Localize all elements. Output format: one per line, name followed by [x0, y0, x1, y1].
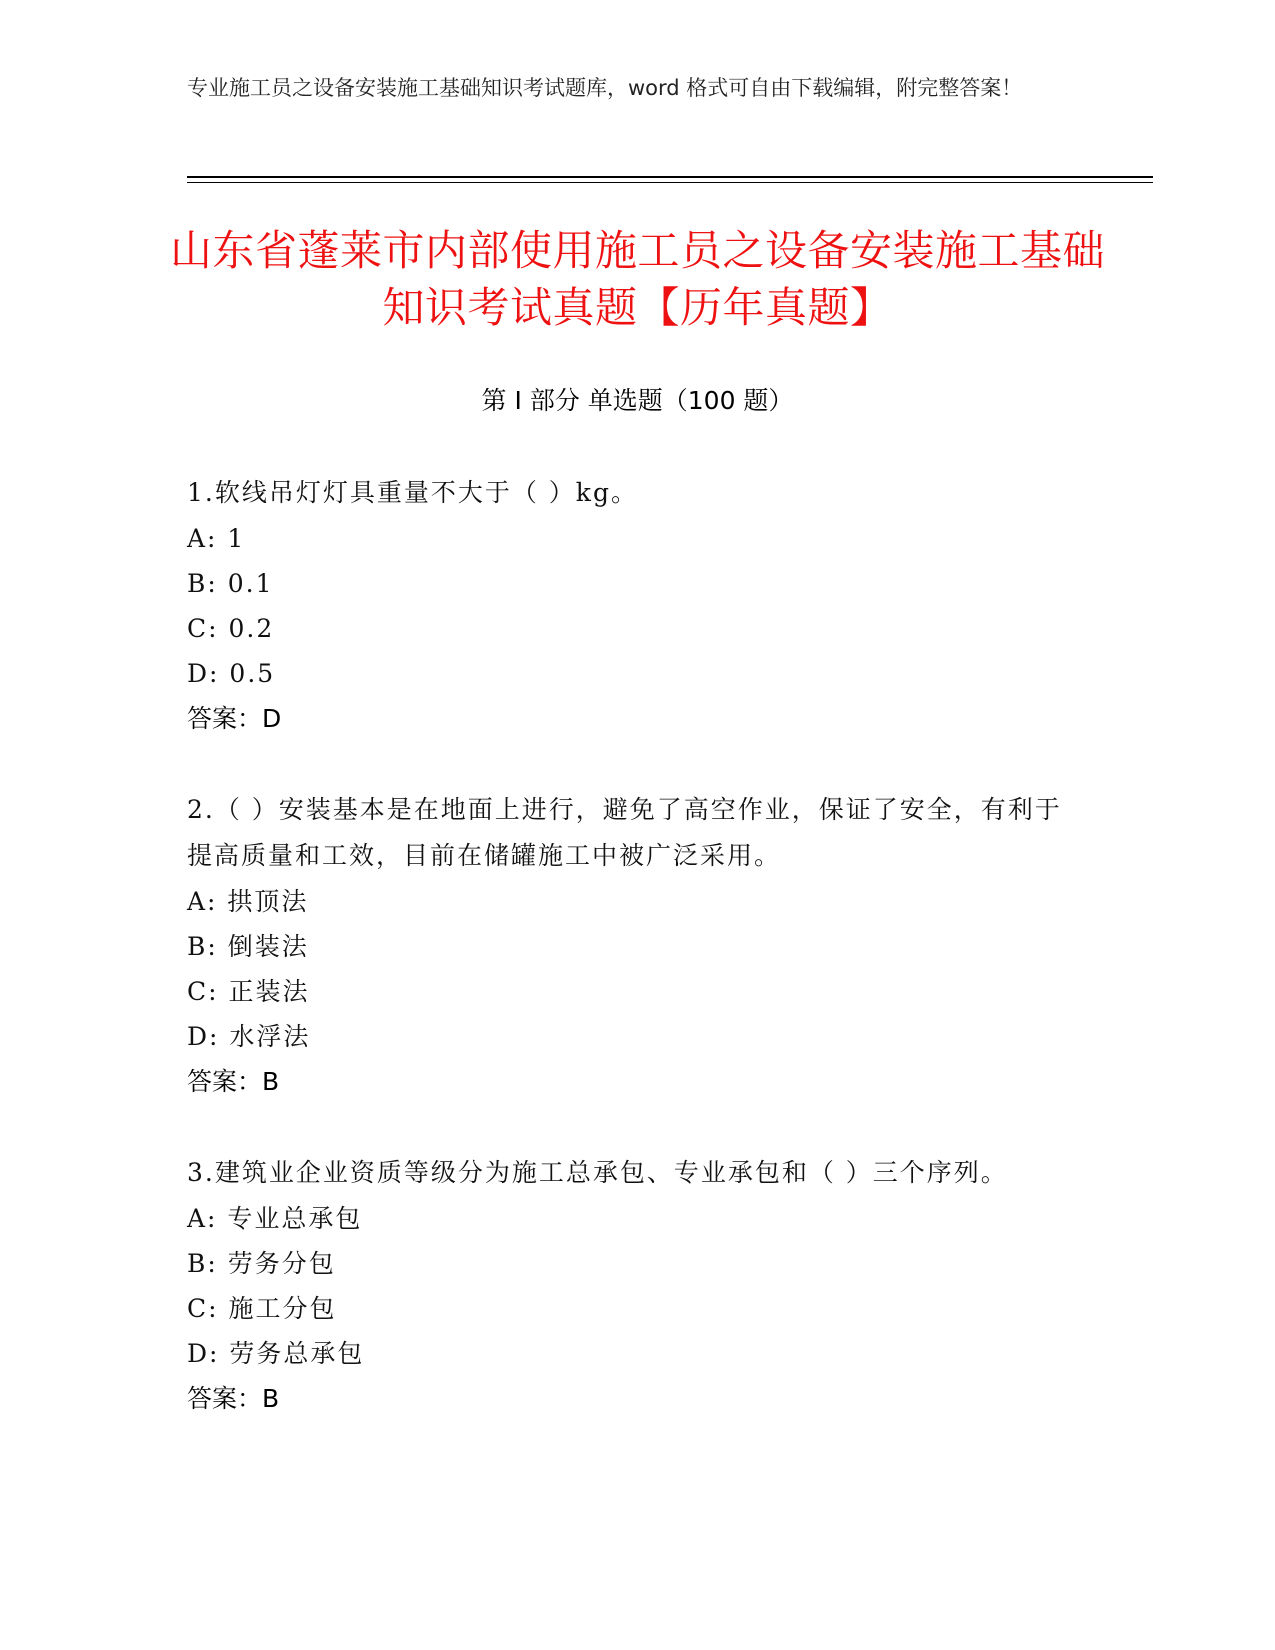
question-text: 3.建筑业企业资质等级分为施工总承包、专业承包和（ ）三个序列。 [187, 1158, 1008, 1187]
question-text: 2.（ ）安装基本是在地面上进行，避免了高空作业，保证了安全，有利于提高质量和工效，目前在储罐施工中被广泛采用。 [187, 795, 1062, 870]
answer: 答案：D [187, 704, 282, 733]
header-divider-thick [187, 176, 1153, 178]
option-b: B: 劳务分包 [187, 1249, 336, 1278]
option-d: D: 0.5 [187, 659, 276, 688]
option-a: A: 专业总承包 [187, 1204, 363, 1233]
option-a: A: 拱顶法 [187, 887, 309, 916]
option-b: B: 0.1 [187, 569, 274, 598]
document-title: 山东省蓬莱市内部使用施工员之设备安装施工基础知识考试真题【历年真题】 [170, 226, 1106, 332]
option-b: B: 倒装法 [187, 932, 309, 961]
option-c: C: 正装法 [187, 977, 310, 1006]
answer: 答案：B [187, 1067, 280, 1096]
question-3 [187, 1150, 1067, 1421]
option-c: C: 施工分包 [187, 1294, 337, 1323]
answer: 答案：B [187, 1384, 280, 1413]
option-d: D: 劳务总承包 [187, 1339, 365, 1368]
question-text: 1.软线吊灯灯具重量不大于（ ）kg。 [187, 478, 638, 507]
option-a: A: 1 [187, 524, 246, 553]
header-note: 专业施工员之设备安装施工基础知识考试题库，word 格式可自由下载编辑，附完整答案！ [187, 76, 1023, 100]
option-d: D: 水浮法 [187, 1022, 311, 1051]
section-heading: 第 I 部分 单选题（100 题） [481, 386, 794, 415]
question-list [187, 470, 1067, 1467]
option-c: C: 0.2 [187, 614, 275, 643]
question-2 [187, 787, 1067, 1104]
header-divider-thin [187, 182, 1153, 183]
question-1 [187, 470, 1067, 741]
